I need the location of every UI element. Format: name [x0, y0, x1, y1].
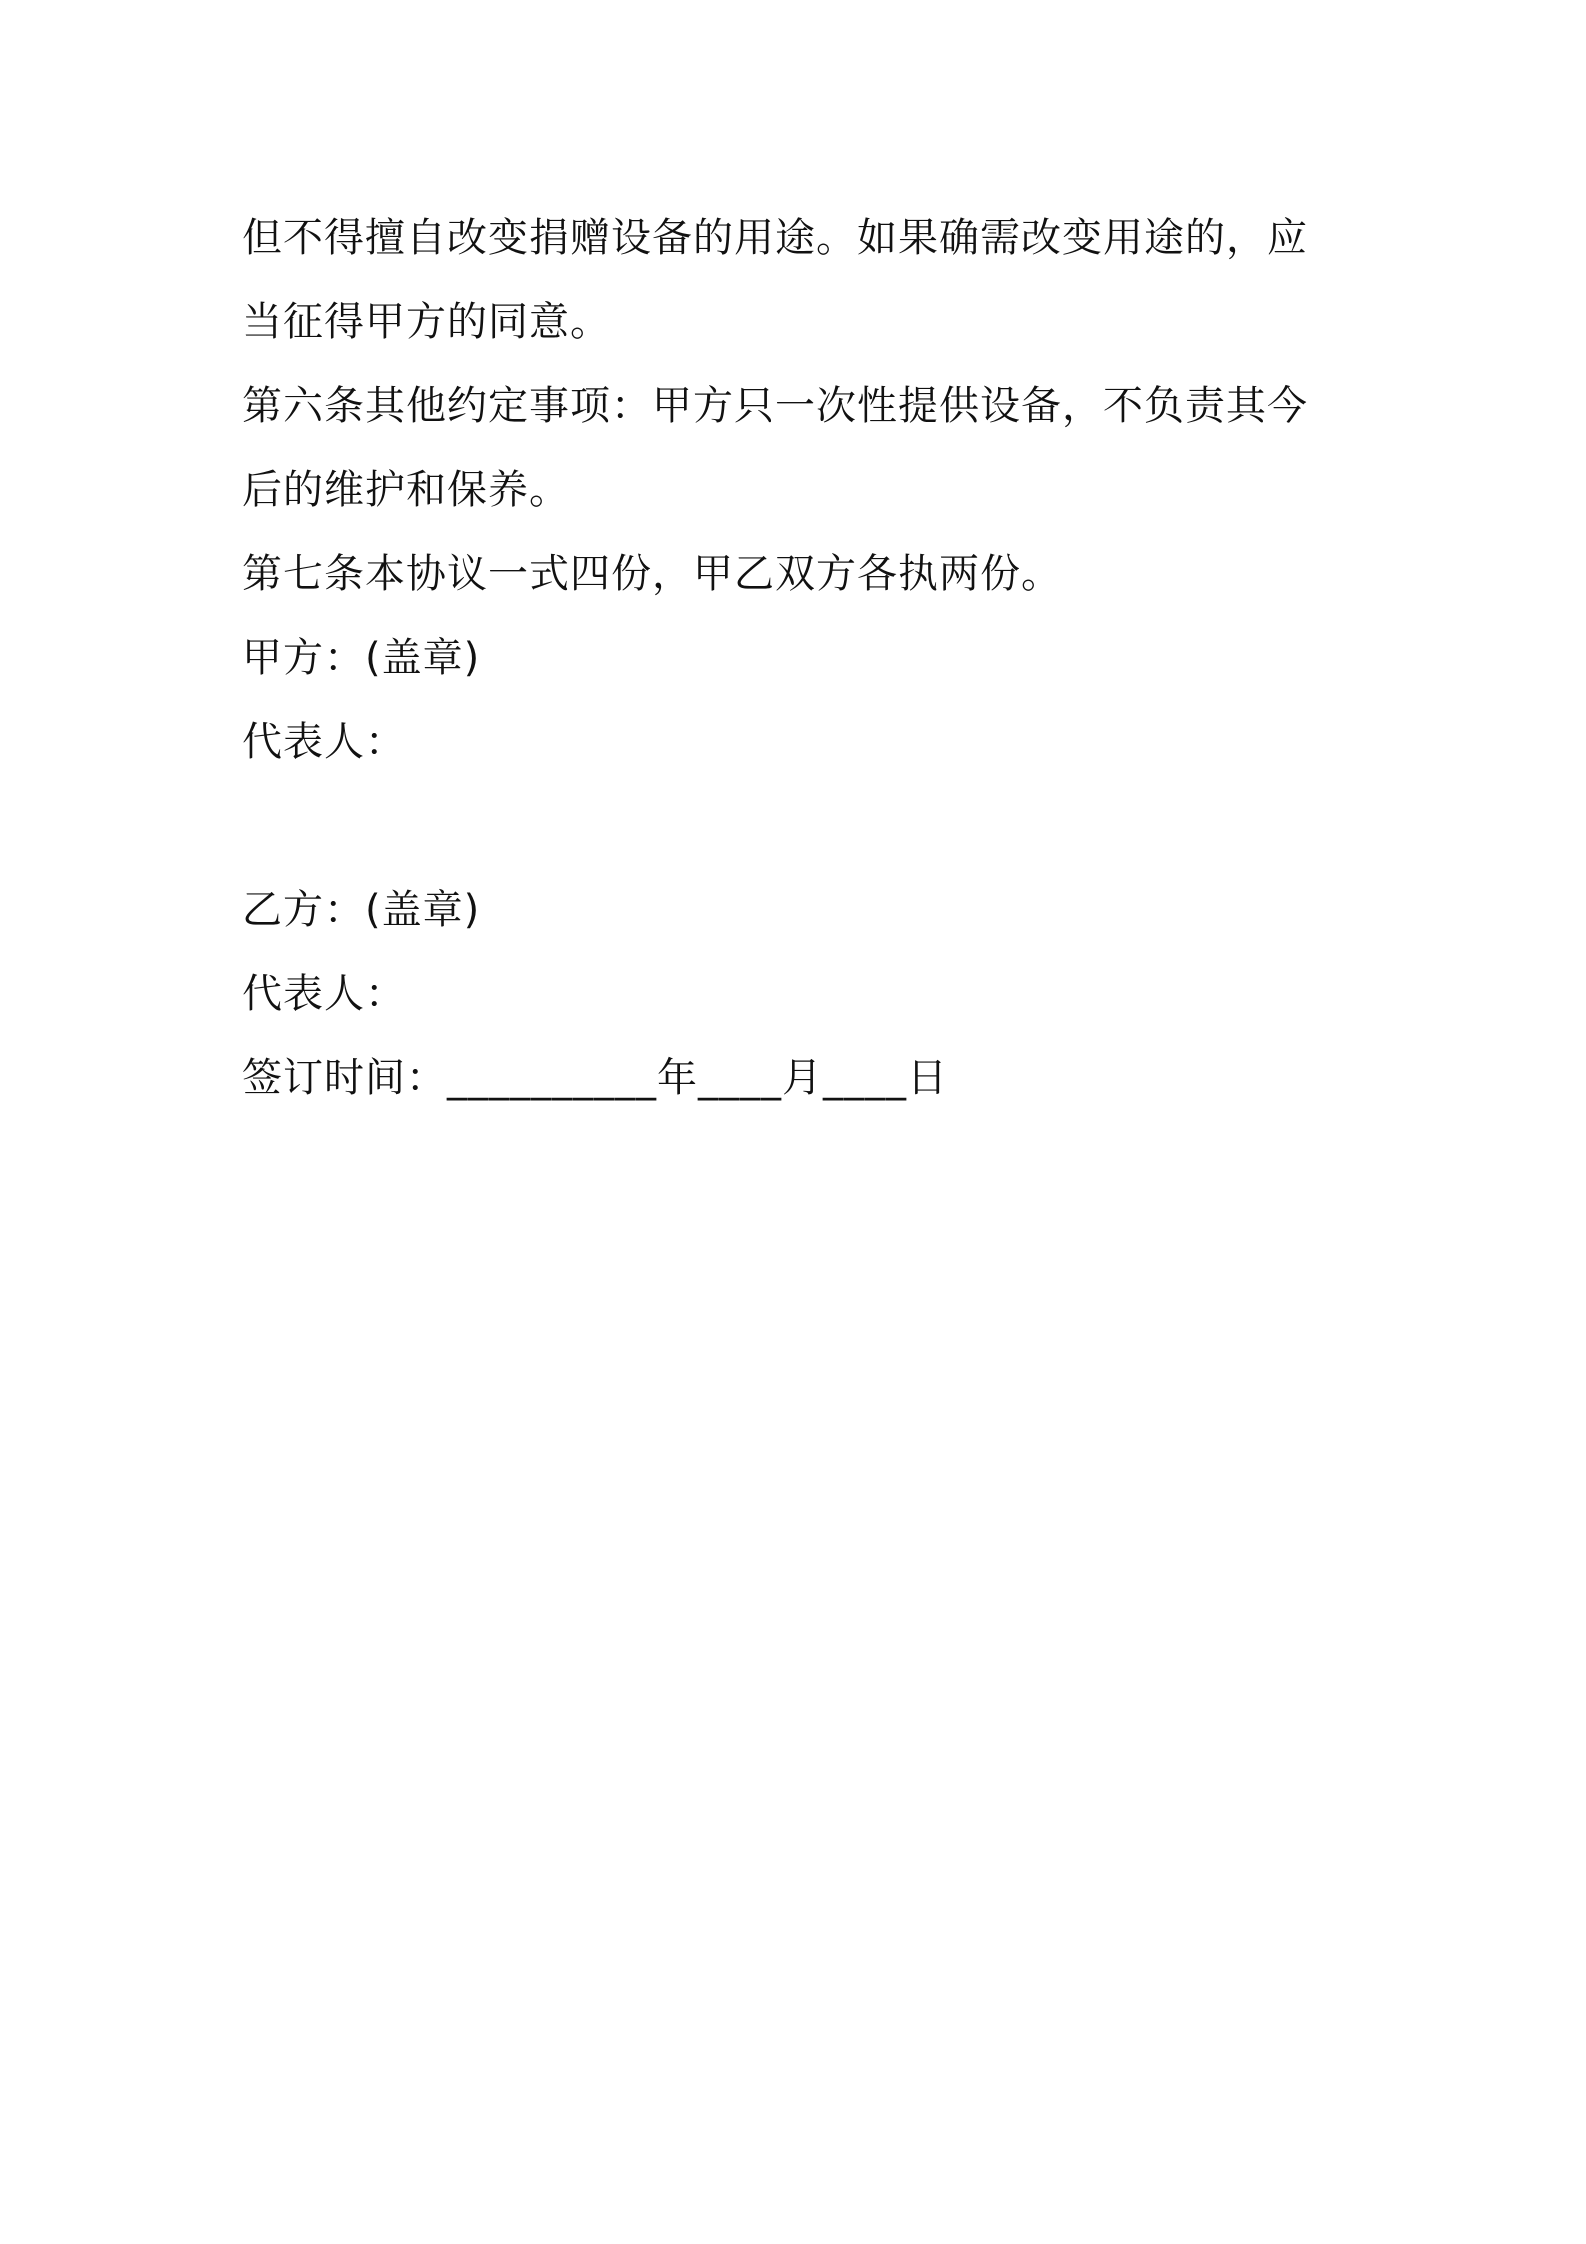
spacer — [242, 784, 1352, 868]
article-seven-line: 第七条本协议一式四份，甲乙双方各执两份。 — [242, 551, 1062, 597]
party-a-seal: 甲方：(盖章) — [242, 635, 481, 681]
party-a-representative: 代表人： — [242, 719, 406, 765]
party-b-representative: 代表人： — [242, 971, 406, 1017]
party-b-seal: 乙方：(盖章) — [242, 887, 481, 933]
document-body — [242, 196, 1352, 1120]
article-six-line: 后的维护和保养。 — [242, 467, 570, 513]
signing-date: 签订时间：__________年____月____日 — [242, 1055, 948, 1101]
paragraph-line: 但不得擅自改变捐赠设备的用途。如果确需改变用途的，应 — [242, 215, 1308, 261]
paragraph-line: 当征得甲方的同意。 — [242, 299, 611, 345]
article-six-line: 第六条其他约定事项：甲方只一次性提供设备，不负责其今 — [242, 383, 1308, 429]
